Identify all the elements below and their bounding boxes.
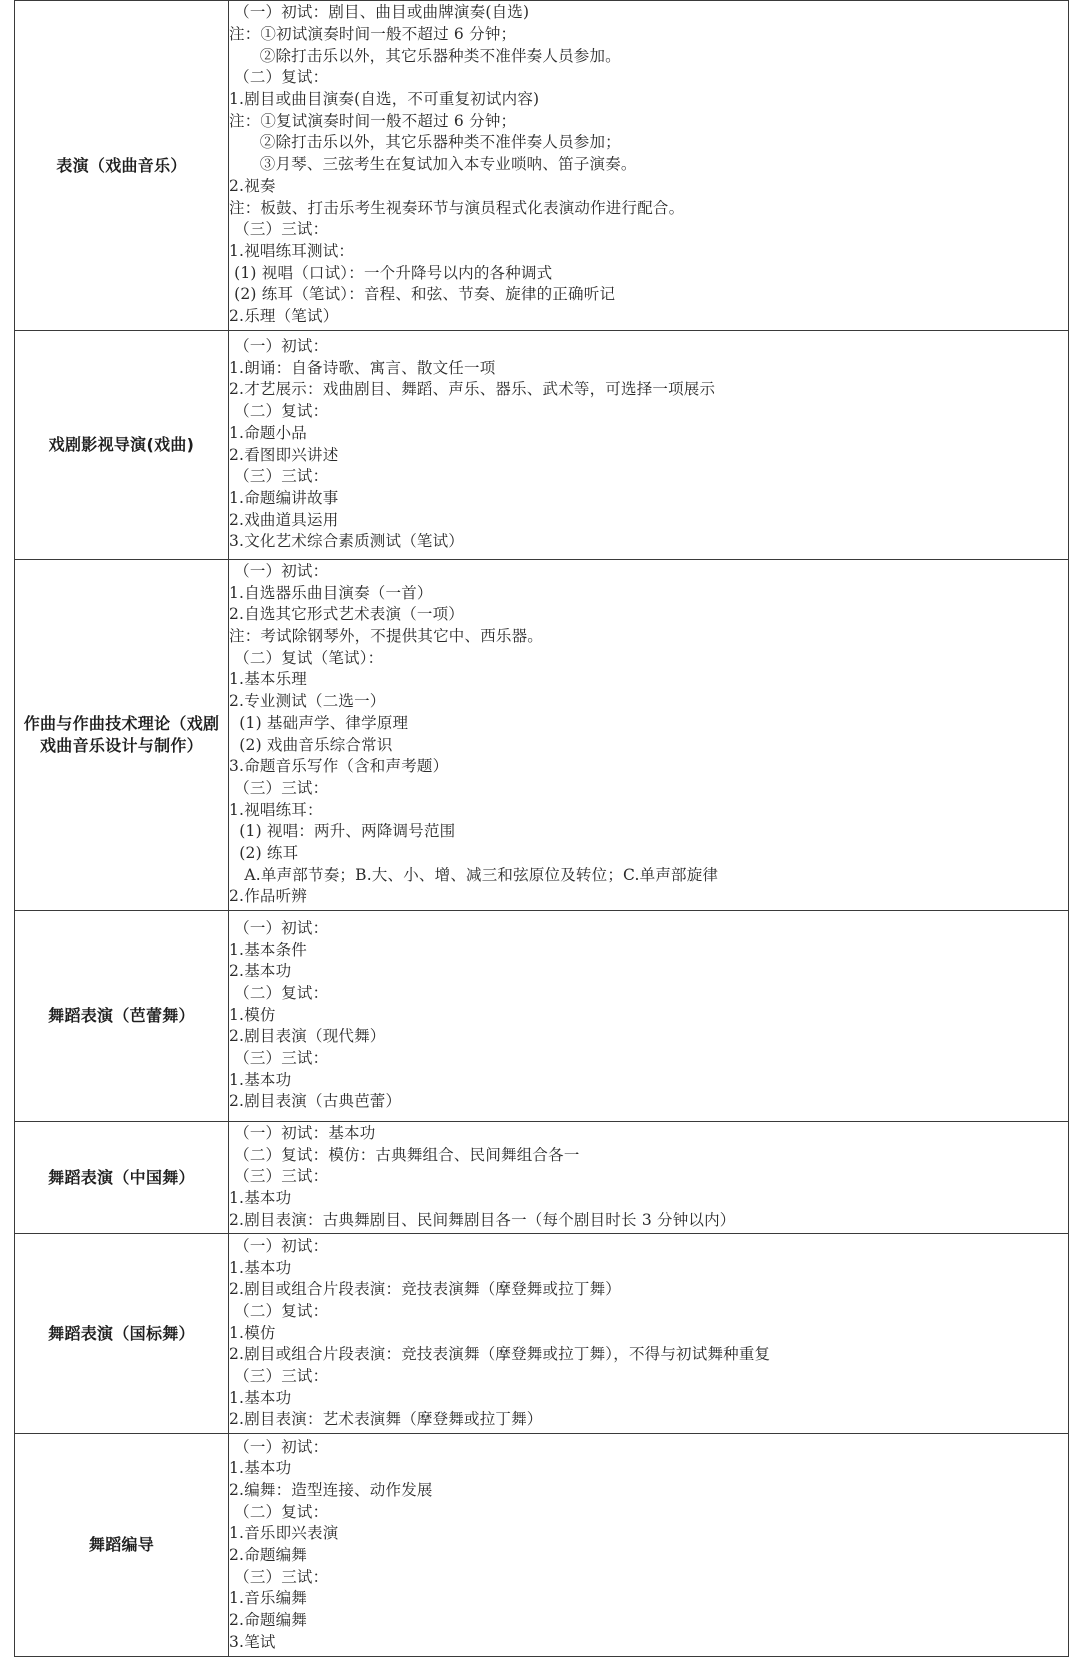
- requirement-line: (2) 练耳: [229, 843, 299, 862]
- requirement-line: 2.剧目或组合片段表演：竞技表演舞（摩登舞或拉丁舞），不得与初试舞种重复: [229, 1345, 771, 1364]
- requirements-cell: [229, 1434, 1069, 1657]
- table-row: [15, 560, 1069, 911]
- major-name: 戏剧影视导演(戏曲): [48, 435, 195, 454]
- requirement-line: 2.剧目表演（现代舞）: [229, 1027, 386, 1046]
- requirements-list: [229, 1122, 1068, 1233]
- major-cell: [15, 331, 229, 560]
- requirements-list: [229, 335, 1068, 555]
- requirements-cell: [229, 911, 1069, 1122]
- requirement-line: 1.基本功: [229, 1459, 292, 1478]
- requirement-line: （三）三试：: [229, 220, 329, 239]
- requirement-line: ③月琴、三弦考生在复试加入本专业唢呐、笛子演奏。: [229, 155, 637, 174]
- requirement-line: 2.专业测试（二选一）: [229, 692, 386, 711]
- major-name: 舞蹈表演（芭蕾舞）: [48, 1006, 195, 1025]
- table-row: [15, 1122, 1069, 1234]
- requirement-line: 1.音乐编舞: [229, 1589, 307, 1608]
- requirement-line: 1.视唱练耳测试：: [229, 241, 355, 260]
- requirement-line: （二）复试：: [229, 1301, 329, 1320]
- requirement-line: 2.剧目表演：古典舞剧目、民间舞剧目各一（每个剧目时长 3 分钟以内）: [229, 1210, 736, 1229]
- requirement-line: 2.剧目或组合片段表演：竞技表演舞（摩登舞或拉丁舞）: [229, 1280, 621, 1299]
- requirement-line: (2) 戏曲音乐综合常识: [229, 735, 393, 754]
- requirement-line: 3.文化艺术综合素质测试（笔试）: [229, 532, 464, 551]
- requirement-line: (2) 练耳（笔试）：音程、和弦、节奏、旋律的正确听记: [229, 285, 616, 304]
- requirement-line: 2.剧目表演：艺术表演舞（摩登舞或拉丁舞）: [229, 1410, 543, 1429]
- table-row: [15, 911, 1069, 1122]
- requirement-line: A.单声部节奏；B.大、小、增、减三和弦原位及转位；C.单声部旋律: [229, 865, 719, 884]
- requirement-line: 1.命题小品: [229, 423, 307, 442]
- requirement-line: （一）初试：: [229, 918, 329, 937]
- major-cell: [15, 560, 229, 911]
- major-name: 作曲与作曲技术理论（戏剧戏曲音乐设计与制作）: [23, 714, 220, 755]
- requirement-line: 2.剧目表演（古典芭蕾）: [229, 1092, 402, 1111]
- requirement-line: (1) 视唱：两升、两降调号范围: [229, 822, 456, 841]
- requirement-line: 1.自选器乐曲目演奏（一首）: [229, 583, 433, 602]
- requirement-line: （一）初试：: [229, 1236, 329, 1255]
- requirements-cell: [229, 1234, 1069, 1434]
- requirement-line: 2.才艺展示：戏曲剧目、舞蹈、声乐、器乐、武术等，可选择一项展示: [229, 380, 716, 399]
- requirement-line: (1) 视唱（口试）：一个升降号以内的各种调式: [229, 263, 553, 282]
- requirement-line: 注：板鼓、打击乐考生视奏环节与演员程式化表演动作进行配合。: [229, 198, 685, 217]
- requirement-line: （一）初试：: [229, 1437, 329, 1456]
- requirement-line: 2.看图即兴讲述: [229, 445, 339, 464]
- requirement-line: （三）三试：: [229, 1567, 329, 1586]
- requirement-line: （二）复试：: [229, 1502, 329, 1521]
- requirement-line: 注：①复试演奏时间一般不超过 6 分钟；: [229, 111, 517, 130]
- requirement-line: 1.模仿: [229, 1323, 276, 1342]
- requirement-line: （二）复试：模仿：古典舞组合、民间舞组合各一: [229, 1145, 580, 1164]
- requirement-line: 1.基本功: [229, 1070, 292, 1089]
- requirements-list: [229, 1, 1068, 329]
- requirement-line: （一）初试：: [229, 337, 329, 356]
- major-name: 舞蹈表演（中国舞）: [48, 1167, 195, 1187]
- requirements-list: [229, 1235, 1068, 1433]
- major-cell: [15, 1122, 229, 1234]
- major-cell: [15, 1434, 229, 1657]
- requirement-line: 2.作品听辨: [229, 887, 307, 906]
- requirement-line: （三）三试：: [229, 778, 329, 797]
- requirements-list: [229, 1436, 1068, 1656]
- major-name: 舞蹈表演（国标舞）: [48, 1323, 195, 1343]
- requirement-line: （三）三试：: [229, 467, 329, 486]
- requirement-line: （二）复试：: [229, 983, 329, 1002]
- requirement-line: 1.基本条件: [229, 940, 307, 959]
- requirements-cell: [229, 1122, 1069, 1234]
- requirement-line: 注：①初试演奏时间一般不超过 6 分钟；: [229, 25, 517, 44]
- requirements-cell: [229, 331, 1069, 560]
- requirement-line: 1.视唱练耳：: [229, 800, 323, 819]
- requirement-line: （二）复试：: [229, 402, 329, 421]
- major-name: 舞蹈编导: [88, 1535, 155, 1555]
- requirements-list: [229, 917, 1068, 1115]
- requirement-line: 3.命题音乐写作（含和声考题）: [229, 757, 449, 776]
- table-body: [15, 1, 1069, 1657]
- requirement-line: 1.基本乐理: [229, 670, 307, 689]
- table-row: [15, 1434, 1069, 1657]
- requirement-line: （三）三试：: [229, 1049, 329, 1068]
- exam-requirements-table: [14, 0, 1069, 1657]
- requirement-line: 注：考试除钢琴外，不提供其它中、西乐器。: [229, 627, 544, 646]
- requirement-line: 2.编舞：造型连接、动作发展: [229, 1480, 433, 1499]
- requirement-line: (1) 基础声学、律学原理: [229, 713, 409, 732]
- requirement-line: （一）初试：基本功: [229, 1124, 376, 1142]
- requirement-line: 2.自选其它形式艺术表演（一项）: [229, 605, 464, 624]
- requirement-line: （三）三试：: [229, 1167, 329, 1186]
- major-name: 表演（戏曲音乐）: [56, 155, 187, 175]
- major-cell: [15, 1234, 229, 1434]
- exam-requirements-sheet: [14, 0, 1068, 1657]
- requirement-line: 2.命题编舞: [229, 1611, 307, 1629]
- requirement-line: 1.基本功: [229, 1258, 292, 1277]
- requirement-line: ②除打击乐以外，其它乐器种类不准伴奏人员参加；: [229, 133, 621, 152]
- requirement-line: 2.命题编舞: [229, 1545, 307, 1564]
- requirement-line: ②除打击乐以外，其它乐器种类不准伴奏人员参加。: [229, 46, 621, 65]
- requirements-cell: [229, 1, 1069, 331]
- requirement-line: 1.朗诵：自备诗歌、寓言、散文任一项: [229, 358, 496, 377]
- requirements-cell: [229, 560, 1069, 911]
- major-cell: [15, 1, 229, 331]
- table-row: [15, 1234, 1069, 1434]
- major-cell: [15, 911, 229, 1122]
- requirement-line: 1.命题编讲故事: [229, 488, 339, 507]
- requirement-line: （一）初试：: [229, 562, 329, 580]
- requirement-line: （二）复试：: [229, 68, 329, 87]
- requirement-line: （二）复试（笔试）：: [229, 648, 384, 667]
- table-row: [15, 1, 1069, 331]
- requirement-line: 1.模仿: [229, 1005, 276, 1024]
- requirement-line: 1.基本功: [229, 1388, 292, 1407]
- requirement-line: 2.乐理（笔试）: [229, 306, 339, 325]
- requirement-line: 2.基本功: [229, 962, 292, 981]
- requirement-line: 1.剧目或曲目演奏(自选，不可重复初试内容): [229, 90, 540, 109]
- requirement-line: 1.基本功: [229, 1189, 292, 1208]
- requirement-line: 2.视奏: [229, 176, 276, 195]
- requirement-line: 2.戏曲道具运用: [229, 510, 339, 529]
- requirement-line: （三）三试：: [229, 1366, 329, 1385]
- requirement-line: 3.笔试: [229, 1632, 276, 1651]
- requirement-line: 1.音乐即兴表演: [229, 1524, 339, 1543]
- requirements-list: [229, 560, 1068, 910]
- table-row: [15, 331, 1069, 560]
- requirement-line: （一）初试：剧目、曲目或曲牌演奏(自选): [229, 3, 530, 22]
